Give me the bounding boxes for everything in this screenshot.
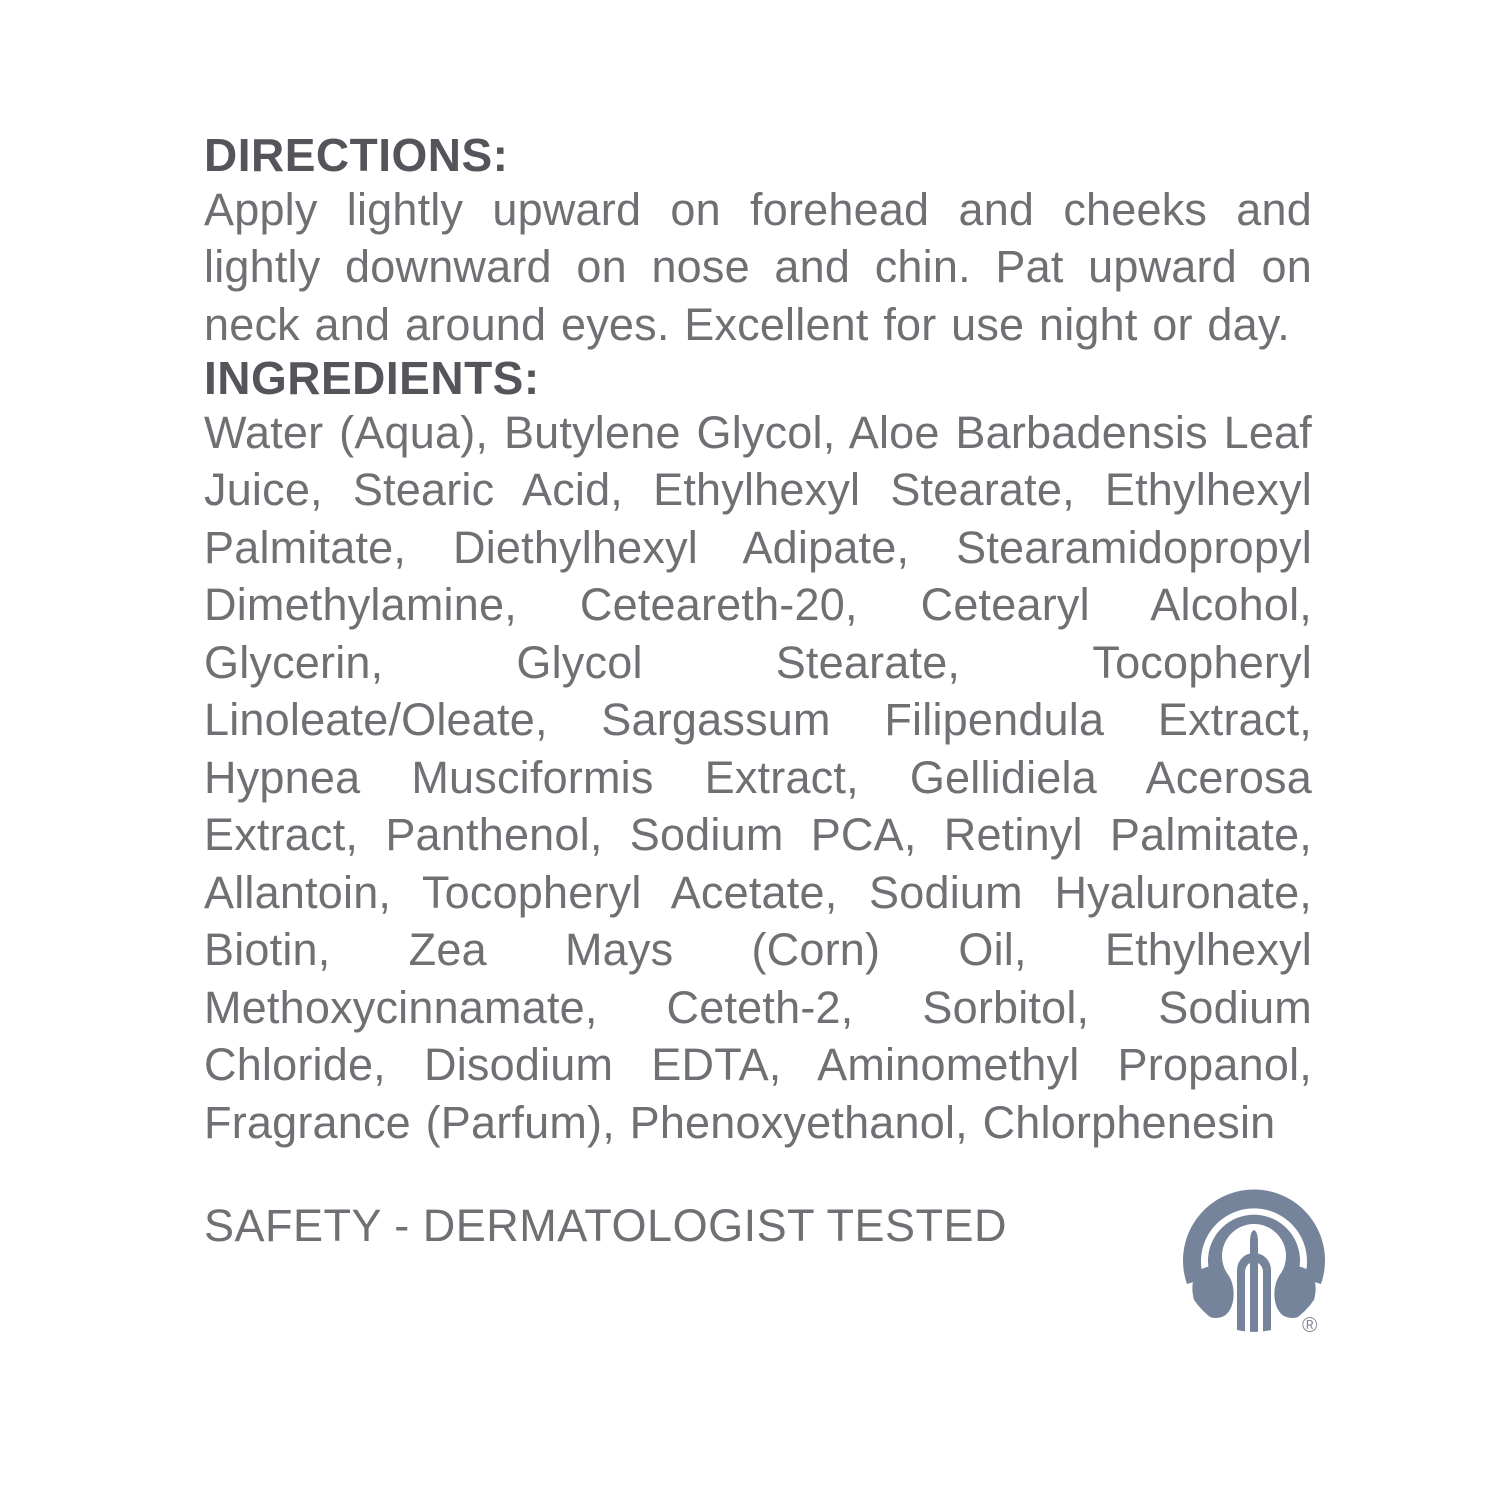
ingredients-heading: INGREDIENTS: bbox=[204, 352, 540, 405]
brand-logo bbox=[1178, 1188, 1338, 1348]
registered-trademark-symbol: ® bbox=[1302, 1314, 1318, 1337]
safety-statement: SAFETY - DERMATOLOGIST TESTED bbox=[204, 1200, 1007, 1252]
directions-paragraph: Apply lightly upward on forehead and cheeks and lightly downward on nose and chin. Pat upward on neck and around eyes. Excellent for use night or day. bbox=[204, 183, 1312, 350]
directions-heading: DIRECTIONS: bbox=[204, 129, 509, 181]
ingredients-paragraph: Water (Aqua), Butylene Glycol, Aloe Barbadensis Leaf Juice, Stearic Acid, Ethylhexyl Stearate, Ethylhexyl Palmitate, Diethylhexyl Adipate, Stearamidopropyl Dimethylamine, Ceteareth-20, Cetearyl Alcohol, Glycerin, Glycol Stearate, Tocopheryl Linoleate/Oleate, Sargassum Filipendula Extract, Hypnea Musciformis Extract, Gellidiela Acerosa Extract, Panthenol, Sodium PCA, Retinyl Palmitate, Allantoin, Tocopheryl Acetate, Sodium Hyaluronate, Biotin, Zea Mays (Corn) Oil, Ethylhexyl Methoxycinnamate, Ceteth-2, Sorbitol, Sodium Chloride, Disodium EDTA, Aminomethyl Propanol, Fragrance (Parfum), Phenoxyethanol, Chlorphenesin bbox=[204, 406, 1312, 1148]
label-text-content bbox=[204, 130, 1312, 1255]
